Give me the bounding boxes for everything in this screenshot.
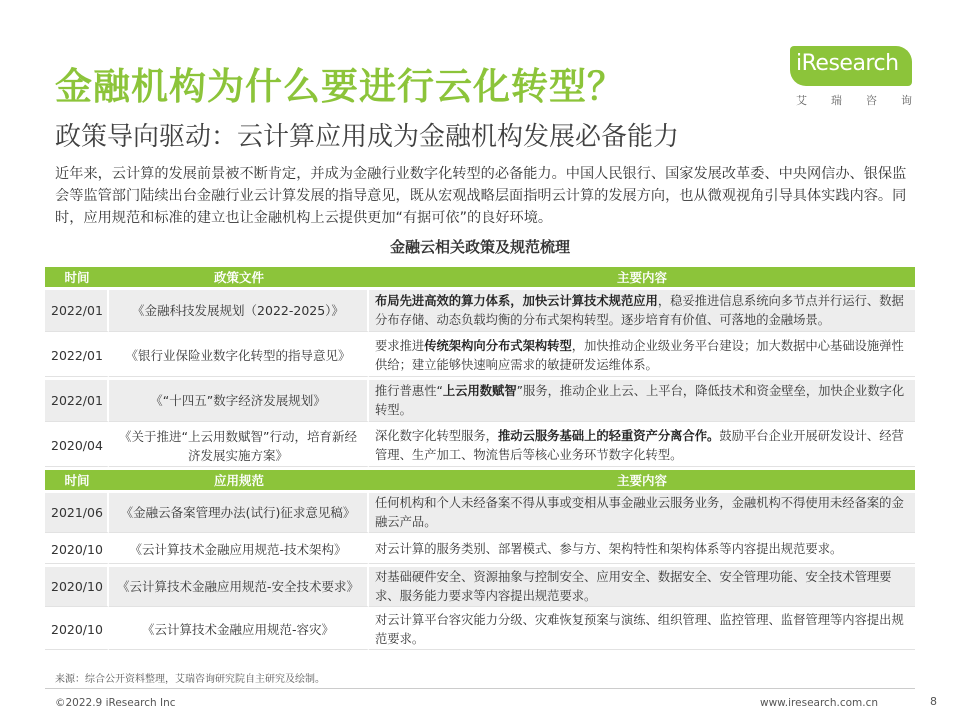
row-doc: 《云计算技术金融应用规范-技术架构》 <box>109 536 369 564</box>
page-subtitle: 政策导向驱动：云计算应用成为金融机构发展必备能力 <box>55 122 680 152</box>
source-note: 来源：综合公开资料整理，艾瑞咨询研究院自主研究及绘制。 <box>55 674 325 685</box>
row-content: 对基础硬件安全、资源抽象与控制安全、应用安全、数据安全、安全管理功能、安全技术管理要求、服务能力要求等内容提出规范要求。 <box>369 567 915 607</box>
row-doc: 《金融云备案管理办法(试行)征求意见稿》 <box>109 493 369 533</box>
table-row <box>45 493 915 533</box>
row-date: 2020/10 <box>45 567 109 607</box>
page-number: 8 <box>930 695 937 708</box>
row-content: 对云计算的服务类别、部署模式、参与方、架构特性和架构体系等内容提出规范要求。 <box>369 536 915 564</box>
row-doc: 《云计算技术金融应用规范-安全技术要求》 <box>109 567 369 607</box>
row-content-emphasis: 推动云服务基础上的轻重资产分离合作。 <box>497 428 720 443</box>
header-doc: 应用规范 <box>109 470 369 490</box>
row-doc: 《关于推进“上云用数赋智”行动，培育新经济发展实施方案》 <box>109 425 369 467</box>
logo-char: 艾 <box>796 94 807 107</box>
table-title: 金融云相关政策及规范梳理 <box>389 238 570 256</box>
row-content: 任何机构和个人未经备案不得从事或变相从事金融业云服务业务，金融机构不得使用未经备案的金融云产品。 <box>369 493 915 533</box>
iresearch-logo <box>790 46 914 110</box>
logo-char: 咨 <box>866 94 877 107</box>
row-content-text: ”服务，推动企业上云、上平台，降低技术和资金壁垒，加快企业数字化转型。 <box>375 383 905 417</box>
website-link[interactable]: www.iresearch.com.cn <box>760 697 879 709</box>
row-content-emphasis: 布局先进高效的算力体系，加快云计算技术规范应用 <box>375 293 658 308</box>
row-content <box>369 425 915 467</box>
row-date: 2022/01 <box>45 290 109 332</box>
row-date: 2021/06 <box>45 493 109 533</box>
logo-badge <box>790 46 912 86</box>
row-date: 2020/10 <box>45 536 109 564</box>
row-content: 对云计算平台容灾能力分级、灾难恢复预案与演练、组织管理、监控管理、监督管理等内容提出规范要求。 <box>369 610 915 650</box>
table-header-row <box>45 470 915 490</box>
row-content <box>369 335 915 377</box>
header-content: 主要内容 <box>369 470 915 490</box>
table-row <box>45 335 915 377</box>
logo-text: iResearch <box>796 51 899 76</box>
table-header-row <box>45 267 915 287</box>
row-date: 2020/04 <box>45 425 109 467</box>
row-date: 2020/10 <box>45 610 109 650</box>
row-doc: 《云计算技术金融应用规范-容灾》 <box>109 610 369 650</box>
header-content: 主要内容 <box>369 267 915 287</box>
copyright: ©2022.9 iResearch Inc <box>55 697 176 709</box>
row-content-text: 推行普惠性“ <box>375 383 443 398</box>
logo-char: 瑞 <box>831 94 842 107</box>
table-row <box>45 567 915 607</box>
row-date: 2022/01 <box>45 335 109 377</box>
row-content <box>369 290 915 332</box>
table-row <box>45 536 915 564</box>
intro-paragraph: 近年来，云计算的发展前景被不断肯定，并成为金融行业数字化转型的必备能力。中国人民银行、国家发展改革委、中央网信办、银保监会等监管部门陆续出台金融行业云计算发展的指导意见，既从宏观战略层面指明云计算的发展方向，也从微观视角引导具体实践内容。同时，应用规范和标准的建立也让金融机构上云提供更加“有据可依”的良好环境。 <box>55 166 907 226</box>
row-doc: 《金融科技发展规划（2022-2025）》 <box>109 290 369 332</box>
header-date: 时间 <box>45 267 109 287</box>
row-content-emphasis: 上云用数赋智 <box>442 383 517 398</box>
header-doc: 政策文件 <box>109 267 369 287</box>
row-content-text: 鼓励平台企业开展研发设计、经营管理、生产加工、物流售后等核心业务环节数字化转型。 <box>375 428 904 462</box>
row-content-text: ，加快推动企业级业务平台建设；加大数据中心基础设施弹性供给；建立能够快速响应需求的敏捷研发运维体系。 <box>375 338 904 372</box>
row-content-text: ，稳妥推进信息系统向多节点并行运行、数据分布存储、动态负载均衡的分布式架构转型。逐步培育有价值、可落地的金融场景。 <box>375 293 904 327</box>
row-doc: 《银行业保险业数字化转型的指导意见》 <box>109 335 369 377</box>
table-row <box>45 610 915 650</box>
table-row <box>45 380 915 422</box>
policy-table <box>45 264 915 653</box>
row-doc: 《“十四五”数字经济发展规划》 <box>109 380 369 422</box>
row-content-emphasis: 传统架构向分布式架构转型 <box>424 338 572 353</box>
row-content-text: 要求推进 <box>375 338 425 353</box>
row-content <box>369 380 915 422</box>
page-title: 金融机构为什么要进行云化转型？ <box>55 65 625 108</box>
footer-divider <box>45 688 915 689</box>
table-row <box>45 290 915 332</box>
header-date: 时间 <box>45 470 109 490</box>
logo-chinese-name <box>796 92 912 108</box>
table-row <box>45 425 915 467</box>
row-date: 2022/01 <box>45 380 109 422</box>
logo-char: 询 <box>901 94 912 107</box>
row-content-text: 深化数字化转型服务， <box>375 428 498 443</box>
